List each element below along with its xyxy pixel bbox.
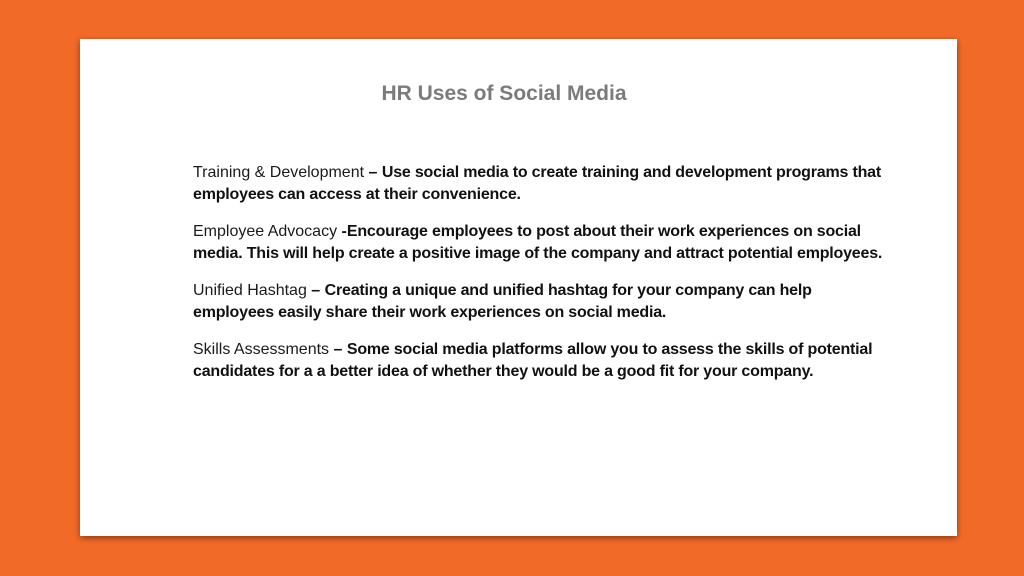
item-separator: – <box>364 164 382 181</box>
list-item-training-development <box>193 162 893 206</box>
item-separator: – <box>329 341 347 358</box>
item-description: Creating a unique and unified hashtag for your company can help employees easily share their work experiences on social media. <box>193 282 812 321</box>
list-item-skills-assessments <box>193 339 893 383</box>
list-item-unified-hashtag <box>193 280 893 324</box>
item-term: Training & Development <box>193 164 365 181</box>
item-description: Use social media to create training and development programs that employees can access at their convenience. <box>193 164 881 203</box>
item-description: Some social media platforms allow you to assess the skills of potential candidates for a a better idea of whether they would be a good fit for your company. <box>193 341 873 380</box>
list-item-employee-advocacy <box>193 221 893 265</box>
bullet-list <box>193 162 893 398</box>
item-term: Employee Advocacy <box>193 223 338 240</box>
item-description: Encourage employees to post about their work experiences on social media. This will help create a positive image of the company and attract potential employees. <box>193 223 883 262</box>
slide-title: HR Uses of Social Media <box>381 82 627 105</box>
item-separator: – <box>306 282 325 299</box>
item-separator: - <box>337 223 347 240</box>
item-term: Skills Assessments <box>193 341 330 358</box>
item-term: Unified Hashtag <box>193 282 307 299</box>
